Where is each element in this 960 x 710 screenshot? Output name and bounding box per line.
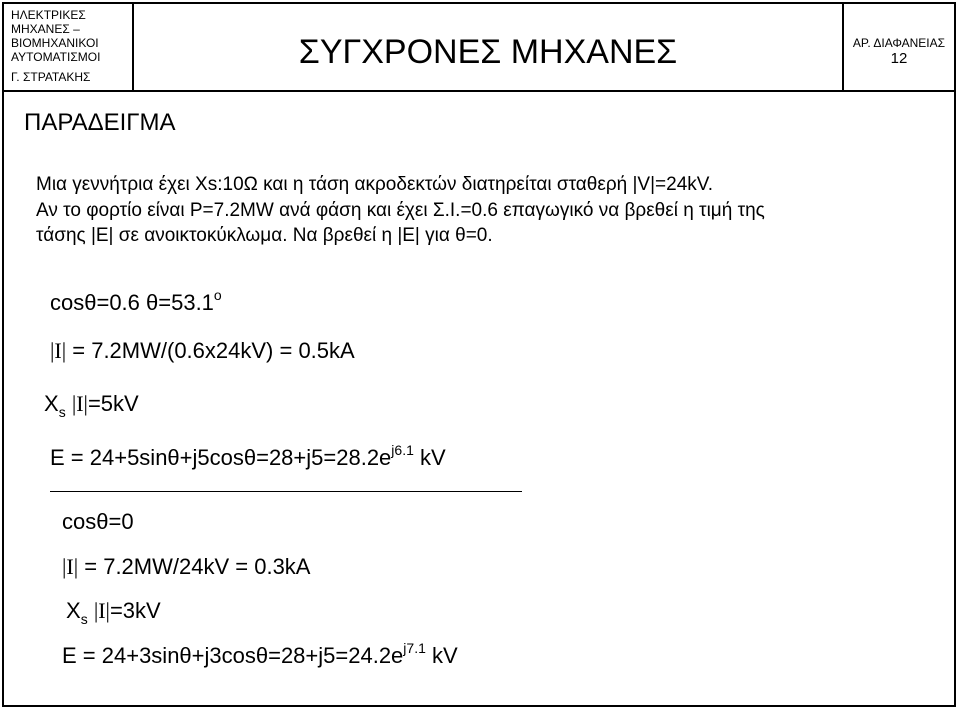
header-right-box [842,4,954,90]
case2-cos-theta: cosθ=0 [62,509,134,534]
reactance-sub: s [58,404,66,420]
separator-line [50,491,522,492]
problem-line-2: Αν το φορτίο είναι P=7.2MW ανά φάση και έχει Σ.Ι.=0.6 επαγωγικό να βρεθεί η τιμή της [36,200,765,221]
current-magnitude: |I| [62,554,79,579]
case1-current [50,337,355,365]
case2-reactance-drop [66,597,161,625]
slide-title: ΣΥΓΧΡΟΝΕΣ ΜΗΧΑΝΕΣ [298,33,678,71]
reactance-sub: s [80,611,88,627]
current-magnitude: |I| [93,598,110,623]
slide-header [4,4,954,92]
current-magnitude: |I| [71,391,88,416]
case1-cos-theta [50,289,222,317]
problem-line-1: Μια γεννήτρια έχει Xs:10Ω και η τάση ακροδεκτών διατηρείται σταθερή |V|=24kV. [36,174,713,195]
case1-emf-exponent: j6.1 [391,442,414,458]
degree-sign: o [213,287,222,303]
problem-line-3: τάσης |E| σε ανοικτοκύκλωμα. Να βρεθεί η |E| για θ=0. [36,225,493,246]
case1-drop-text: =5kV [87,391,139,416]
case2-emf-exponent: j7.1 [403,640,426,656]
case1-emf-unit: kV [413,445,446,470]
course-line-3: ΒΙΟΜΗΧΑΝΙΚΟΙ [11,36,99,50]
section-title: ΠΑΡΑΔΕΙΓΜΑ [24,109,176,136]
course-line-2: ΜΗΧΑΝΕΣ – [11,22,80,36]
case2-current-text: = 7.2MW/24kV = 0.3kA [78,554,311,579]
case2-emf [62,642,458,670]
case1-emf-text: E = 24+5sinθ+j5cosθ=28+j5=28.2e [50,445,392,470]
case2-emf-unit: kV [425,643,458,668]
case1-cos-text: cosθ=0.6 θ=53.1 [50,290,214,315]
case2-drop-text: =3kV [109,598,161,623]
case1-reactance-drop [44,390,139,418]
reactance-x: X [66,598,81,623]
case1-emf [50,444,446,472]
slide-number-label: ΑΡ. ΔΙΑΦΑΝΕΙΑΣ [852,36,946,50]
slide-number: 12 [890,50,908,67]
header-left-box [4,4,134,90]
case2-current [62,553,310,581]
author-name: Γ. ΣΤΡΑΤΑΚΗΣ [11,70,91,84]
case1-current-text: = 7.2MW/(0.6x24kV) = 0.5kA [66,338,355,363]
case2-emf-text: E = 24+3sinθ+j3cosθ=28+j5=24.2e [62,643,404,668]
reactance-x: X [44,391,59,416]
current-magnitude: |I| [50,338,67,363]
course-line-4: ΑΥΤΟΜΑΤΙΣΜΟΙ [11,50,101,64]
course-line-1: ΗΛΕΚΤΡΙΚΕΣ [11,8,86,22]
